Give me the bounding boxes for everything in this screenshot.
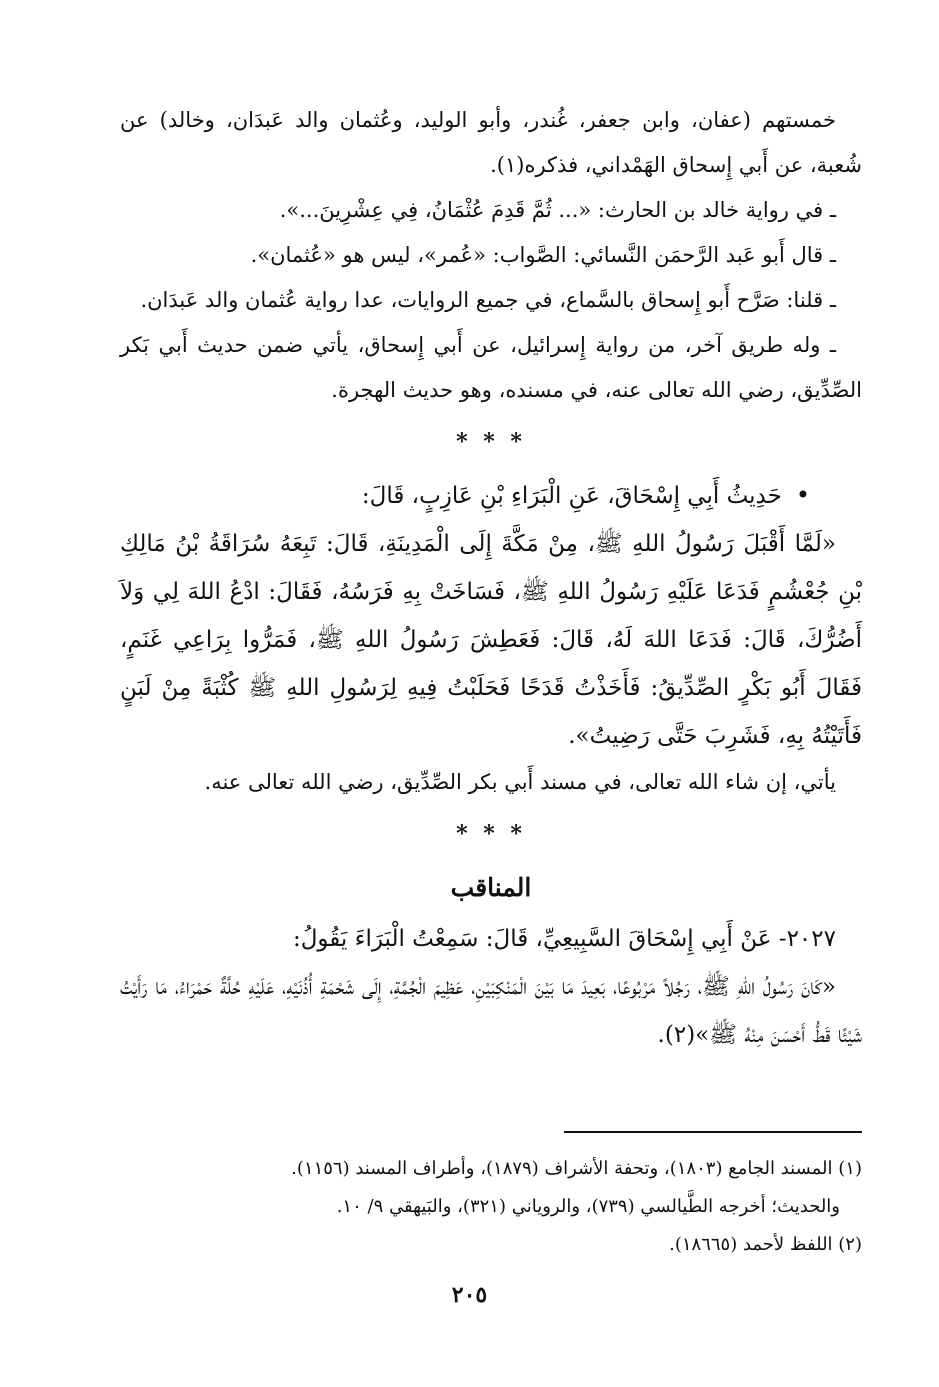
page-number: ٢٠٥ [451,1282,488,1308]
footnote-divider [564,1131,862,1133]
footnote-1-continuation: والحديث؛ أخرجه الطَّيالسي (٧٣٩)، والروياني (٣٢١)، والبَيهقي ٩/ ١٠. [336,1196,840,1217]
hadith-heading: • حَدِيثُ أَبِي إِسْحَاقَ، عَنِ الْبَرَاءِ بْنِ عَازِبٍ، قَالَ: [120,471,862,520]
footnote-1: (١) المسند الجامع (١٨٠٣)، وتحفة الأشراف (١٨٧٩)، وأطراف المسند (١١٥٦). [291,1158,862,1179]
hadith-note: يأتي، إن شاء الله تعالى، في مسند أَبي بكر الصِّدِّيق، رضي الله تعالى عنه. [204,770,836,794]
paragraph-chain-of-narrators: خمستهم (عفان، وابن جعفر، غُندر، وأبو الوليد، وعُثمان والد عَبدَان، وخالد) عن شُعبة، عن أَبي إِسحاق الهَمْداني، فذكره(١). [120,108,862,177]
section-title: المناقب [450,873,532,902]
paragraph-sama-note: ـ قلنا: صَرَّح أَبو إِسحاق بالسَّماع، في جميع الروايات، عدا رواية عُثمان والد عَبدَان. [140,288,836,312]
section-separator: * * * [456,429,526,455]
footnote-2: (٢) اللفظ لأحمد (١٨٦٦٥). [669,1234,862,1255]
paragraph-nasai-note: ـ قال أَبو عَبد الرَّحمَن النَّسائي: الصَّواب: «عُمر»، ليس هو «عُثمان». [250,243,836,267]
footnotes [120,1150,862,1264]
hadith-2027-text: «كَانَ رَسُولُ اللهِ ﷺ، رَجُلاً مَرْبُوعًا، بَعِيدَ مَا بَيْنَ الْمَنْكِبَيْنِ، عَظِيمَ الْجُمَّةِ، إِلَى شَحْمَةِ أُذُنَيْهِ، عَلَيْهِ حُلَّةٌ حَمْرَاءُ، مَا رَأَيْتُ شَيْئًا قَطُّ أَحْسَنَ مِنْهُ ﷺ»(٢). [120,974,862,1048]
hadith-2027-heading: ٢٠٢٧- عَنْ أَبِي إِسْحَاقَ السَّبِيعِيِّ، قَالَ: سَمِعْتُ الْبَرَاءَ يَقُولُ: [292,926,836,952]
hadith-text: «لَمَّا أَقْبَلَ رَسُولُ اللهِ ﷺ، مِنْ مَكَّةَ إِلَى الْمَدِينَةِ، قَالَ: تَبِعَهُ سُرَاقَةُ بْنُ مَالِكِ بْنِ جُعْشُمٍ فَدَعَا عَلَيْهِ رَسُولُ اللهِ ﷺ، فَسَاخَتْ بِهِ فَرَسُهُ، فَقَالَ: ادْعُ اللهَ لِي وَلاَ أَضُرُّكَ، قَالَ: فَدَعَا اللهَ لَهُ، قَالَ: فَعَطِشَ رَسُولُ اللهِ ﷺ، فَمَرُّوا بِرَاعِي غَنَمٍ، فَقَالَ أَبُو بَكْرٍ الصِّدِّيقُ: فَأَخَذْتُ قَدَحًا فَحَلَبْتُ فِيهِ لِرَسُولِ اللهِ ﷺ كُثْبَةً مِنْ لَبَنٍ فَأَتَيْتُهُ بِهِ، فَشَرِبَ حَتَّى رَضِيتُ». [120,531,862,749]
paragraph-khalid-narration: ـ في رواية خالد بن الحارث: «... ثُمَّ قَدِمَ عُثْمَانُ، فِي عِشْرِينَ...». [279,198,836,222]
paragraph-other-route: ـ وله طريق آخر، من رواية إِسرائيل، عن أَبي إِسحاق، يأتي ضمن حديث أَبي بَكر الصِّدِّيق، رضي الله تعالى عنه، في مسنده، وهو حديث الهجرة. [120,333,862,402]
page-body [120,98,862,1059]
section-separator: * * * [456,821,526,847]
